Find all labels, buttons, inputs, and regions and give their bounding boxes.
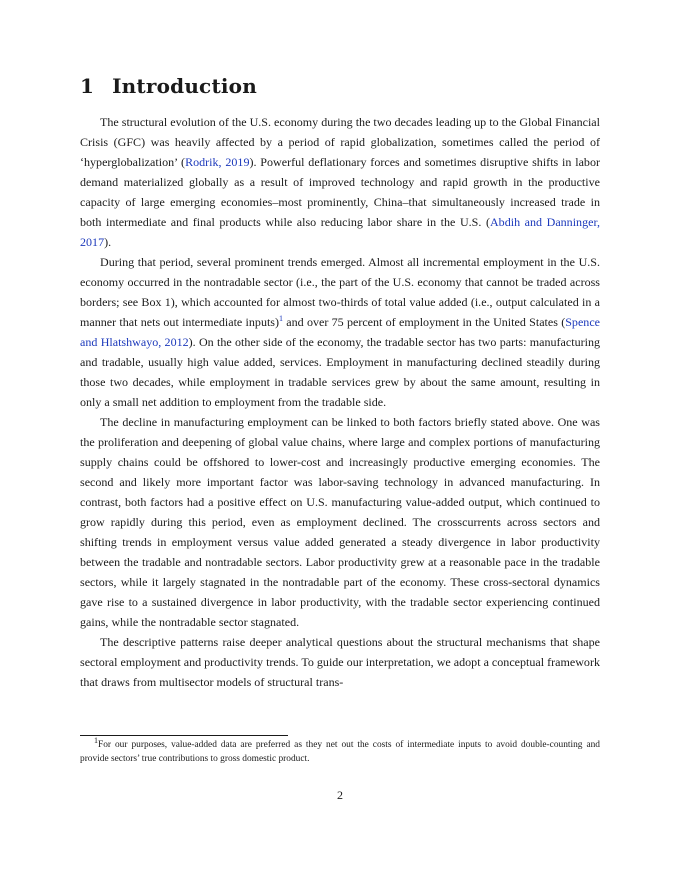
paragraph-text: and over 75 percent of employment in the United States ( — [283, 315, 566, 329]
footnote-divider — [80, 735, 288, 736]
paragraph-text: The descriptive patterns raise deeper analytical questions about the structural mechanisms that shape sectoral employment and productivity trends. To guide our interpretation, we adopt a conceptual framework that draws from multisector models of structural trans- — [80, 635, 600, 689]
paragraph-3 — [80, 412, 600, 632]
paragraph-4 — [80, 632, 600, 692]
section-heading — [80, 74, 257, 98]
footnote-text: For our purposes, value-added data are preferred as they net out the costs of intermediate inputs to avoid double-counting and provide sectors’ true contributions to gross domestic product. — [80, 740, 600, 764]
footnote-mark: 1 — [94, 735, 98, 745]
paragraph-text: ). — [104, 235, 112, 249]
paragraph-text: The structural evolution of the U.S. economy during the two decades leading up to the Global Financial Crisis (GFC) was heavily affected by a period of rapid globalization, sometimes called the period of ‘hyperglobalization’ ( — [80, 115, 600, 169]
paragraph-text: ). Powerful deflationary forces and sometimes disruptive shifts in labor demand materialized globally as a result of improved technology and rapid growth in the productive capacity of large emerging economies–most prominently, China–that simultaneously increased trade in both intermediate and final products while also reducing labor share in the U.S. ( — [80, 155, 600, 229]
paragraph-text: The decline in manufacturing employment can be linked to both factors briefly stated above. One was the proliferation and deepening of global value chains, where large and complex portions of manufacturing supply chains could be offshored to lower-cost and increasingly productive emerging economies. The second and likely more important factor was labor-saving technology in advanced manufacturing. In contrast, both factors had a positive effect on U.S. manufacturing value-added output, which continued to grow rapidly during this period, even as employment declined. The crosscurrents across sectors and shifting trends in employment versus value added generated a steady divergence in labor productivity between the tradable and nontradable sectors. Labor productivity grew at a reasonable pace in the tradable sectors, while it largely stagnated in the nontradable part of the economy. These cross-sectoral dynamics gave rise to a sustained divergence in labor productivity, with the tradable sector experiencing continued gains, while the nontradable sector stagnated. — [80, 415, 600, 629]
body-text — [80, 112, 600, 692]
paragraph-1 — [80, 112, 600, 252]
footnote-marker-link[interactable]: 1 — [279, 313, 284, 323]
paragraph-text: During that period, several prominent trends emerged. Almost all incremental employment in the U.S. economy occurred in the nontradable sector (i.e., the part of the U.S. economy that cannot be traded across borders; see Box 1), which accounted for almost two-thirds of total value added (i.e., output calculated in a manner that nets out intermediate inputs) — [80, 255, 600, 329]
citation-link[interactable]: Rodrik, 2019 — [185, 155, 250, 169]
page-number: 2 — [337, 788, 343, 802]
section-number: 1 — [80, 74, 95, 98]
citation-link[interactable]: Spence and Hlatshwayo, 2012 — [80, 315, 601, 349]
footnote-body — [80, 735, 600, 766]
citation-link[interactable]: Abdih and Danninger, 2017 — [80, 215, 600, 249]
section-title: Introduction — [112, 74, 257, 98]
paragraph-2 — [80, 252, 600, 412]
footnote — [80, 735, 600, 766]
paragraph-text: ). On the other side of the economy, the tradable sector has two parts: manufacturing and tradable, usually high value added, services. Employment in manufacturing declined steadily during those two decades, while employment in tradable services grew by about the same amount, resulting in only a small net addition to employment from the tradable side. — [80, 335, 601, 409]
